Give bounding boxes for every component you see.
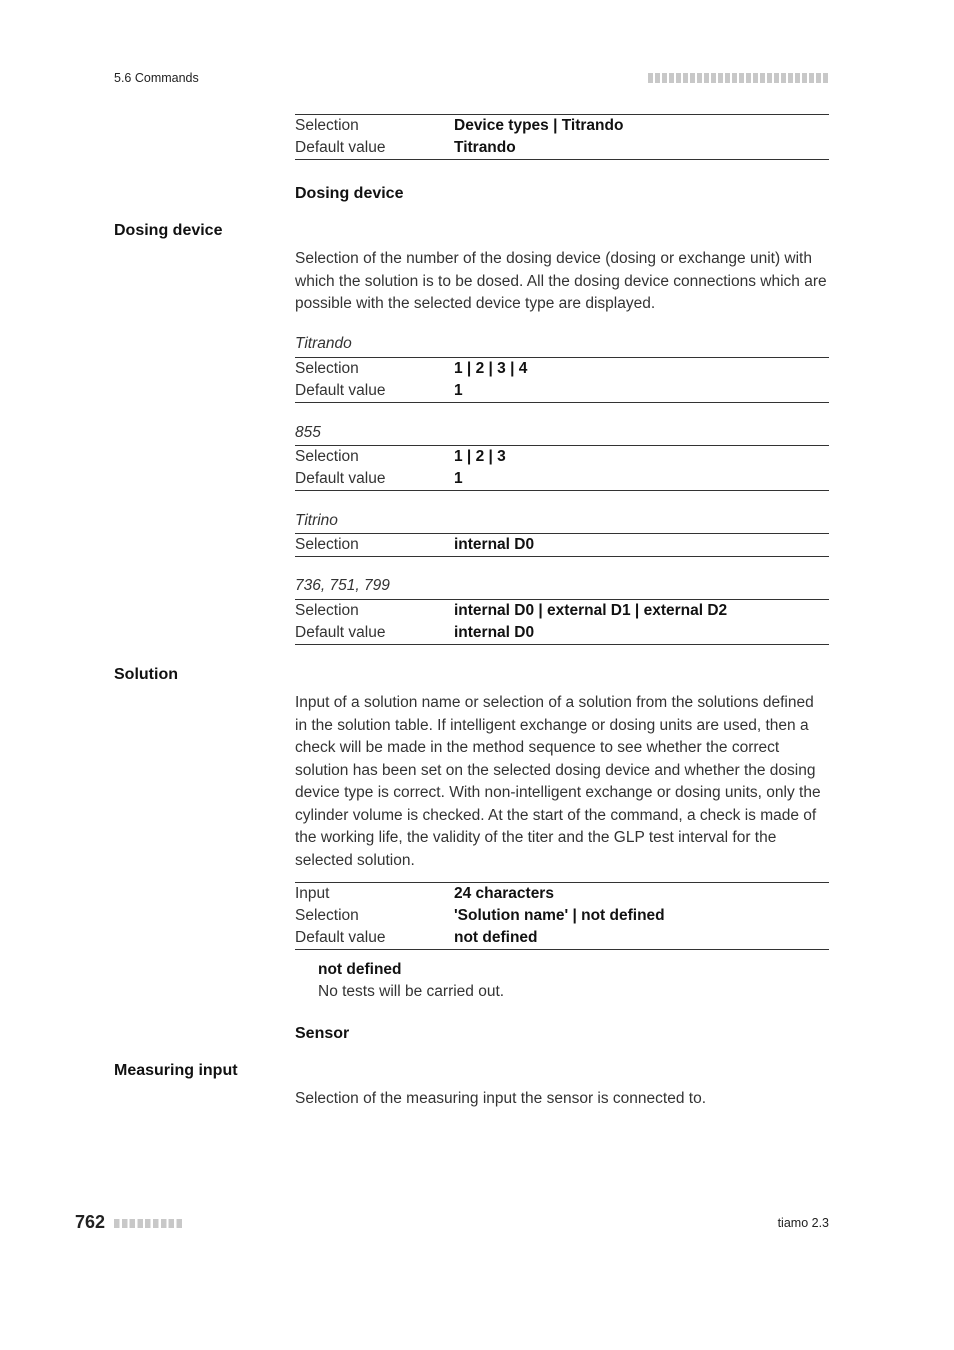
table-row: [295, 905, 829, 927]
table-row: [295, 446, 829, 468]
table-key: Selection: [295, 907, 359, 924]
table-label-855: 855: [295, 424, 321, 441]
table-value: 1 | 2 | 3 | 4: [454, 360, 528, 377]
table-key: Selection: [295, 536, 359, 553]
margin-heading-solution: Solution: [114, 666, 178, 683]
measuring-input-description: Selection of the measuring input the sensor is connected to.: [295, 1090, 706, 1107]
table-label-736-751-799: 736, 751, 799: [295, 577, 390, 594]
titrando-table: [295, 357, 829, 403]
855-table: [295, 445, 829, 491]
table-row: [295, 468, 829, 490]
table-key: Selection: [295, 602, 359, 619]
table-key: Selection: [295, 360, 359, 377]
solution-table: [295, 882, 829, 950]
table-value: internal D0: [454, 624, 535, 641]
table-value: 1: [454, 470, 463, 487]
table-value: 'Solution name' | not defined: [454, 907, 665, 924]
header-decoration: [648, 73, 829, 83]
table-row: [295, 600, 829, 622]
table-value: not defined: [454, 929, 538, 946]
section-heading-sensor: Sensor: [295, 1025, 350, 1042]
table-value: 1: [454, 382, 463, 399]
device-type-table: [295, 114, 829, 160]
table-value: 1 | 2 | 3: [454, 448, 506, 465]
table-key: Default value: [295, 139, 386, 156]
note-text: No tests will be carried out.: [318, 983, 505, 1000]
table-row: [295, 115, 829, 137]
running-header-section: 5.6 Commands: [114, 71, 199, 85]
table-value: 24 characters: [454, 885, 554, 902]
table-key: Default value: [295, 382, 386, 399]
margin-heading-dosing-device: Dosing device: [114, 222, 223, 239]
solution-description: Input of a solution name or selection of a solution from the solutions defined in the solution table. If intelligent exchange or dosing units are used, then a check will be made in the method sequence to see whether the correct solution has been set on the selected dosing device and whether the dosing device type is correct. With non-intelligent exchange or dosing units, only the cylinder volume is checked. At the start of the command, a check is made of the working life, the validity of the titer and the GLP test interval for the selected solution.: [295, 694, 821, 869]
product-name: tiamo 2.3: [777, 1216, 829, 1230]
page-number: 762: [75, 1212, 106, 1232]
table-row: [295, 534, 829, 556]
table-row: [295, 622, 829, 644]
table-label-titrando: Titrando: [295, 335, 352, 352]
table-row: [295, 137, 829, 159]
table-key: Input: [295, 885, 330, 902]
table-value: internal D0: [454, 536, 535, 553]
table-row: [295, 358, 829, 380]
table-label-titrino: Titrino: [295, 512, 338, 529]
table-key: Default value: [295, 470, 386, 487]
footer-decoration: [114, 1219, 182, 1228]
table-key: Selection: [295, 448, 359, 465]
table-value: Device types | Titrando: [454, 117, 624, 134]
table-row: [295, 380, 829, 402]
table-key: Default value: [295, 624, 386, 641]
table-key: Selection: [295, 117, 359, 134]
note-title: not defined: [318, 961, 402, 978]
736-751-799-table: [295, 599, 829, 645]
table-row: [295, 927, 829, 949]
section-heading-dosing-device: Dosing device: [295, 185, 404, 202]
titrino-table: [295, 533, 829, 557]
table-value: Titrando: [454, 139, 516, 156]
margin-heading-measuring-input: Measuring input: [114, 1062, 238, 1079]
table-value: internal D0 | external D1 | external D2: [454, 602, 728, 619]
table-key: Default value: [295, 929, 386, 946]
table-row: [295, 883, 829, 905]
dosing-device-description: Selection of the number of the dosing device (dosing or exchange unit) with which the solution is to be dosed. All the dosing device connections which are possible with the selected device type are displayed.: [295, 250, 827, 312]
